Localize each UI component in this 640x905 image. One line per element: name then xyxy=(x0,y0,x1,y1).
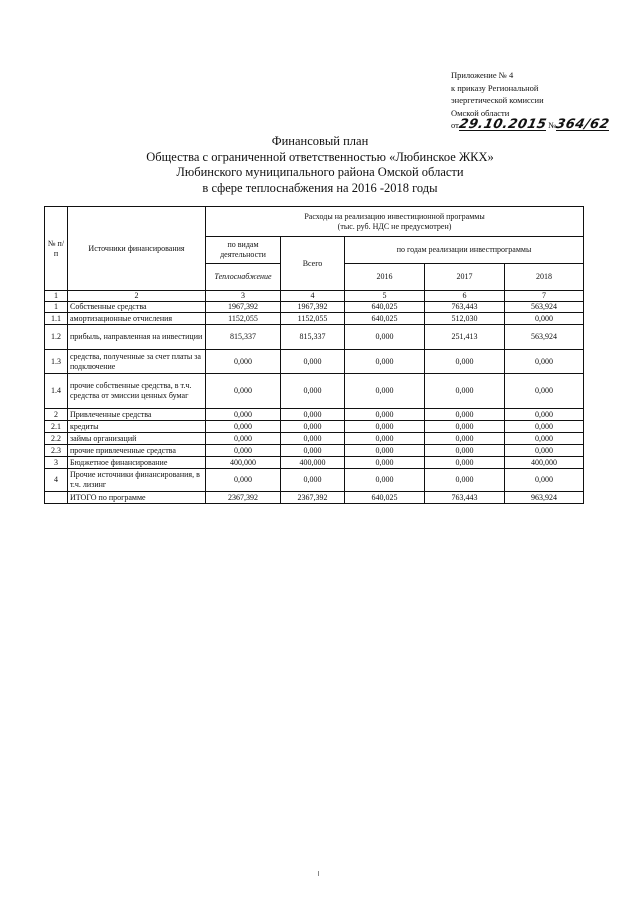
row-year-2017: 512,030 xyxy=(425,313,505,325)
row-num: 1 xyxy=(45,302,68,313)
row-year-2016: 0,000 xyxy=(345,409,425,421)
row-heat-supply: 0,000 xyxy=(206,409,281,421)
header-by-activity: по видам деятельности xyxy=(206,237,281,264)
row-year-2018: 963,924 xyxy=(505,492,584,504)
header-expenses xyxy=(206,207,584,237)
title-line: Общества с ограниченной ответственностью «Любинское ЖКХ» xyxy=(146,149,494,164)
appendix-line: Приложение № 4 xyxy=(451,70,514,80)
row-num: 2.1 xyxy=(45,421,68,433)
row-year-2016: 640,025 xyxy=(345,302,425,313)
column-number: 6 xyxy=(425,291,505,302)
column-number-row xyxy=(45,291,584,302)
document-title xyxy=(0,134,640,196)
row-num xyxy=(45,492,68,504)
header-total: Всего xyxy=(281,237,345,291)
column-number: 1 xyxy=(45,291,68,302)
header-heat-supply: Теплоснабжение xyxy=(206,264,281,291)
appendix-line: энергетической комиссии xyxy=(451,95,544,105)
row-num: 2 xyxy=(45,409,68,421)
row-year-2016: 0,000 xyxy=(345,325,425,350)
row-year-2016: 0,000 xyxy=(345,469,425,492)
table-row xyxy=(45,469,584,492)
row-source-name: Привлеченные средства xyxy=(68,409,206,421)
column-number: 4 xyxy=(281,291,345,302)
row-source-name: Бюджетное финансирование xyxy=(68,457,206,469)
title-line: Финансовый план xyxy=(271,134,369,148)
row-year-2017: 763,443 xyxy=(425,492,505,504)
page-mark xyxy=(318,871,319,876)
row-year-2018: 563,924 xyxy=(505,302,584,313)
row-num: 1.3 xyxy=(45,350,68,374)
row-source-name: ИТОГО по программе xyxy=(68,492,206,504)
row-heat-supply: 815,337 xyxy=(206,325,281,350)
row-year-2017: 0,000 xyxy=(425,374,505,409)
title-line: Любинского муниципального района Омской области xyxy=(176,165,464,179)
row-total: 1152,055 xyxy=(281,313,345,325)
row-source-name: прочие собственные средства, в т.ч. средства от эмиссии ценных бумаг xyxy=(68,374,206,409)
table-row xyxy=(45,492,584,504)
table-body xyxy=(45,291,584,504)
row-total: 0,000 xyxy=(281,374,345,409)
header-year-2018: 2018 xyxy=(505,264,584,291)
row-source-name: амортизационные отчисления xyxy=(68,313,206,325)
row-num: 4 xyxy=(45,469,68,492)
row-source-name: займы организаций xyxy=(68,433,206,445)
row-year-2016: 0,000 xyxy=(345,457,425,469)
order-date-number xyxy=(451,119,631,133)
table-row xyxy=(45,374,584,409)
row-year-2016: 0,000 xyxy=(345,421,425,433)
row-total: 0,000 xyxy=(281,445,345,457)
table-row xyxy=(45,313,584,325)
row-heat-supply: 0,000 xyxy=(206,433,281,445)
row-year-2017: 0,000 xyxy=(425,409,505,421)
row-year-2018: 0,000 xyxy=(505,409,584,421)
row-year-2018: 0,000 xyxy=(505,469,584,492)
row-heat-supply: 400,000 xyxy=(206,457,281,469)
row-year-2016: 0,000 xyxy=(345,433,425,445)
row-source-name: Собственные средства xyxy=(68,302,206,313)
column-number: 3 xyxy=(206,291,281,302)
row-year-2018: 0,000 xyxy=(505,421,584,433)
row-year-2016: 0,000 xyxy=(345,350,425,374)
table-row xyxy=(45,409,584,421)
date-prefix: от xyxy=(451,120,459,130)
title-line: в сфере теплоснабжения на 2016 -2018 годы xyxy=(202,180,438,195)
row-num: 2.2 xyxy=(45,433,68,445)
row-year-2017: 0,000 xyxy=(425,457,505,469)
row-total: 0,000 xyxy=(281,469,345,492)
table-row xyxy=(45,325,584,350)
row-total: 1967,392 xyxy=(281,302,345,313)
row-year-2017: 0,000 xyxy=(425,469,505,492)
row-year-2017: 0,000 xyxy=(425,445,505,457)
row-heat-supply: 0,000 xyxy=(206,469,281,492)
header-year-2016: 2016 xyxy=(345,264,425,291)
row-year-2017: 251,413 xyxy=(425,325,505,350)
row-num: 3 xyxy=(45,457,68,469)
row-total: 2367,392 xyxy=(281,492,345,504)
column-number: 2 xyxy=(68,291,206,302)
column-number: 7 xyxy=(505,291,584,302)
row-total: 815,337 xyxy=(281,325,345,350)
row-heat-supply: 1152,055 xyxy=(206,313,281,325)
row-total: 0,000 xyxy=(281,409,345,421)
row-source-name: средства, полученные за счет платы за подключение xyxy=(68,350,206,374)
row-year-2018: 0,000 xyxy=(505,445,584,457)
row-year-2018: 0,000 xyxy=(505,374,584,409)
handwritten-date: 29.10.2015 xyxy=(457,117,548,132)
row-year-2016: 0,000 xyxy=(345,445,425,457)
row-year-2017: 0,000 xyxy=(425,433,505,445)
table-row xyxy=(45,350,584,374)
row-year-2018: 563,924 xyxy=(505,325,584,350)
header-num: № п/п xyxy=(45,207,68,291)
row-source-name: кредиты xyxy=(68,421,206,433)
table-row xyxy=(45,445,584,457)
appendix-line: Омской области xyxy=(451,107,510,118)
row-num: 1.4 xyxy=(45,374,68,409)
row-heat-supply: 0,000 xyxy=(206,445,281,457)
row-heat-supply: 0,000 xyxy=(206,374,281,409)
row-year-2016: 640,025 xyxy=(345,492,425,504)
row-heat-supply: 0,000 xyxy=(206,350,281,374)
row-source-name: прибыль, направленная на инвестиции xyxy=(68,325,206,350)
row-num: 1.2 xyxy=(45,325,68,350)
row-year-2017: 0,000 xyxy=(425,350,505,374)
table-row xyxy=(45,302,584,313)
row-year-2017: 763,443 xyxy=(425,302,505,313)
number-prefix: № xyxy=(548,120,557,130)
row-year-2018: 400,000 xyxy=(505,457,584,469)
header-year-2017: 2017 xyxy=(425,264,505,291)
row-num: 1.1 xyxy=(45,313,68,325)
handwritten-number: 364/62 xyxy=(554,117,612,132)
row-heat-supply: 0,000 xyxy=(206,421,281,433)
row-year-2018: 0,000 xyxy=(505,433,584,445)
header-expenses-line1: Расходы на реализацию инвестиционной программы xyxy=(304,211,485,221)
financial-plan-table xyxy=(44,206,584,504)
row-source-name: Прочие источники финансирования, в т.ч. лизинг xyxy=(68,469,206,492)
table-row xyxy=(45,421,584,433)
row-year-2018: 0,000 xyxy=(505,350,584,374)
row-total: 0,000 xyxy=(281,421,345,433)
row-year-2016: 0,000 xyxy=(345,374,425,409)
row-total: 400,000 xyxy=(281,457,345,469)
appendix-line: к приказу Региональной xyxy=(451,82,539,93)
row-year-2016: 640,025 xyxy=(345,313,425,325)
column-number: 5 xyxy=(345,291,425,302)
row-year-2017: 0,000 xyxy=(425,421,505,433)
row-heat-supply: 1967,392 xyxy=(206,302,281,313)
table-row xyxy=(45,433,584,445)
row-source-name: прочие привлеченные средства xyxy=(68,445,206,457)
row-heat-supply: 2367,392 xyxy=(206,492,281,504)
table-row xyxy=(45,457,584,469)
row-total: 0,000 xyxy=(281,433,345,445)
appendix-block xyxy=(451,69,631,133)
row-total: 0,000 xyxy=(281,350,345,374)
header-source: Источники финансирования xyxy=(68,207,206,291)
header-expenses-line2: (тыс. руб. НДС не предусмотрен) xyxy=(337,221,452,231)
header-by-years: по годам реализации инвестпрограммы xyxy=(345,237,584,264)
row-num: 2.3 xyxy=(45,445,68,457)
row-year-2018: 0,000 xyxy=(505,313,584,325)
